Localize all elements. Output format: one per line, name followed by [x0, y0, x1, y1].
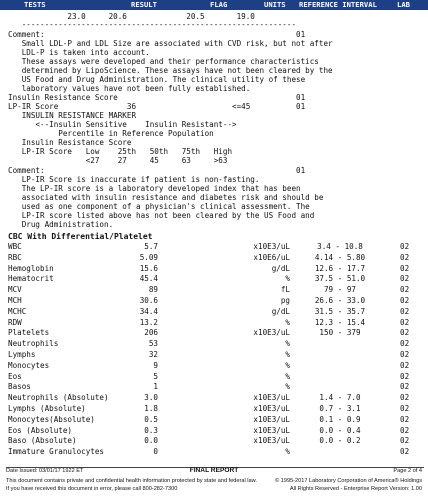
- cell-reference-interval: 0.0 - 0.2: [319, 436, 361, 446]
- cell-result: 45.4: [139, 274, 158, 284]
- cell-test-name: Platelets: [8, 328, 50, 338]
- cell-test-name: RDW: [8, 317, 22, 327]
- cell-test-name: MCH: [8, 296, 22, 305]
- cell-result: 0.0: [144, 436, 158, 446]
- comment-text: Drug Administration.: [8, 220, 114, 229]
- comment-text: LDL-P is taken into account.: [8, 48, 150, 57]
- cell-lab-code: 02: [400, 350, 410, 359]
- cell-reference-interval: 37.5 - 51.0: [314, 274, 366, 284]
- cell-test-name: Lymphs (Absolute): [8, 404, 86, 413]
- comment-text: determined by LipoScience. These assays have not been cleared by the: [8, 66, 333, 75]
- page-number: Page 2 of 4: [393, 468, 422, 474]
- comment-text: The LP-IR score is a laboratory developed index that has been: [8, 184, 301, 193]
- cell-test-name: Eos: [8, 371, 22, 381]
- cell-test-name: Hemoglobin: [8, 263, 54, 273]
- percentile-values: <27 27 45 63 >63: [8, 156, 228, 165]
- cell-units: x10E3/uL: [253, 425, 290, 435]
- cell-result: 5.7: [144, 242, 158, 251]
- cell-lab-code: 02: [400, 328, 410, 338]
- cell-result: 5.09: [139, 252, 158, 262]
- cell-reference-interval: 150 - 379: [319, 328, 361, 338]
- comment-text: used as one component of a physician's clinical assessment. The: [8, 202, 310, 211]
- comment-text: LP-IR score listed above has not been cleared by the US Food and: [8, 211, 315, 220]
- cell-units: x10E3/uL: [253, 414, 290, 424]
- cell-units: x10E3/uL: [253, 328, 290, 338]
- cell-test-name: Baso (Absolute): [8, 436, 77, 446]
- col-header-result: RESULT: [131, 0, 157, 9]
- cell-units: x10E3/uL: [253, 436, 290, 446]
- cell-lab-code: 02: [400, 425, 410, 435]
- marker-text: INSULIN RESISTANCE MARKER: [8, 111, 137, 120]
- cell-units: pg: [280, 296, 290, 305]
- cell-result: 15.6: [139, 263, 158, 273]
- cell-units: %: [285, 360, 290, 370]
- cell-result: 53: [148, 339, 158, 349]
- cell-lab-code: 02: [400, 317, 410, 327]
- cell-units: %: [285, 350, 290, 359]
- cell-lab-code: 02: [400, 360, 410, 370]
- date-issued: Date Issued: 03/01/17 1922 ET: [6, 468, 84, 474]
- lp-ir-score-row: LP-IR Score 36 <=45 01: [8, 102, 306, 111]
- cell-units: %: [285, 371, 290, 381]
- cell-lab-code: 02: [400, 371, 410, 381]
- cell-reference-interval: 79 - 97: [323, 285, 356, 295]
- cell-units: fL: [280, 285, 290, 295]
- report-line: 23.0 20.6 20.5 19.0: [8, 12, 255, 21]
- cell-test-name: RBC: [8, 252, 22, 262]
- cell-result: 5: [153, 371, 158, 381]
- marker-text: <--Insulin Sensitive Insulin Resistant-->: [8, 120, 237, 129]
- cell-reference-interval: 12.6 - 17.7: [314, 263, 366, 273]
- cell-result: 206: [144, 328, 158, 338]
- cell-reference-interval: 26.6 - 33.0: [314, 296, 366, 305]
- cell-units: %: [285, 274, 290, 284]
- cell-lab-code: 02: [400, 414, 410, 424]
- cell-units: g/dL: [271, 263, 290, 273]
- comment-label: Comment: 01: [8, 166, 306, 175]
- cell-units: %: [285, 382, 290, 392]
- cell-units: x10E3/uL: [253, 242, 290, 251]
- cell-units: x10E3/uL: [253, 393, 290, 403]
- section-title-insulin-resistance: Insulin Resistance Score 01: [8, 93, 306, 102]
- cell-reference-interval: 1.4 - 7.0: [319, 393, 361, 403]
- col-header-reference-interval: REFERENCE INTERVAL: [299, 0, 377, 9]
- cell-test-name: Neutrophils (Absolute): [8, 393, 109, 403]
- cell-test-name: Lymphs: [8, 350, 36, 359]
- comment-text: Small LDL-P and LDL Size are associated with CVD risk, but not after: [8, 39, 333, 48]
- cell-units: x10E6/uL: [253, 252, 290, 262]
- cell-lab-code: 02: [400, 263, 410, 273]
- cell-lab-code: 02: [400, 306, 410, 316]
- cell-lab-code: 02: [400, 393, 410, 403]
- cbc-section-title: CBC With Differential/Platelet: [8, 232, 153, 241]
- cell-test-name: Hematocrit: [8, 274, 54, 284]
- copyright-notice: © 1995-2017 Laboratory Corporation of America® Holdings: [275, 478, 422, 484]
- cell-reference-interval: 12.3 - 15.4: [314, 317, 366, 327]
- cell-test-name: MCHC: [8, 306, 27, 316]
- comment-text: LP-IR Score is inaccurate if patient is non-fasting.: [8, 175, 260, 184]
- cell-lab-code: 02: [400, 285, 410, 295]
- cell-test-name: MCV: [8, 285, 22, 295]
- cell-result: 30.6: [139, 296, 158, 305]
- cell-lab-code: 02: [400, 242, 410, 251]
- cell-lab-code: 02: [400, 252, 410, 262]
- confidential-notice: This document contains private and confidential health information protected by state and federal law.: [6, 478, 257, 484]
- col-header-flag: FLAG: [210, 0, 228, 9]
- cell-lab-code: 02: [400, 447, 410, 457]
- cell-lab-code: 02: [400, 404, 410, 413]
- comment-text: These assays were developed and their performance characteristics: [8, 57, 319, 66]
- comment-text: US Food and Drug Administration. The clinical utility of these: [8, 75, 306, 84]
- marker-text: Percentile in Reference Population: [8, 129, 214, 138]
- cell-reference-interval: 4.14 - 5.80: [314, 252, 366, 262]
- cell-reference-interval: 0.1 - 0.9: [319, 414, 361, 424]
- cell-units: %: [285, 447, 290, 457]
- cell-lab-code: 02: [400, 296, 410, 305]
- cell-test-name: Basos: [8, 382, 31, 392]
- cell-lab-code: 02: [400, 339, 410, 349]
- comment-label: Comment: 01: [8, 30, 306, 39]
- cell-result: 1.8: [144, 404, 158, 413]
- cell-test-name: Monocytes: [8, 360, 50, 370]
- cell-result: 32: [148, 350, 158, 359]
- cell-units: %: [285, 339, 290, 349]
- cell-test-name: Eos (Absolute): [8, 425, 73, 435]
- report-status-title: FINAL REPORT: [189, 467, 239, 474]
- col-header-units: UNITS: [264, 0, 286, 9]
- cell-result: 0.5: [144, 414, 158, 424]
- rights-notice: All Rights Reserved - Enterprise Report Version: 1.00: [289, 486, 422, 492]
- comment-text: associated with insulin resistance and diabetes risk and should be: [8, 193, 324, 202]
- cell-units: %: [285, 317, 290, 327]
- cell-reference-interval: 0.7 - 3.1: [319, 404, 361, 413]
- cell-result: 13.2: [139, 317, 158, 327]
- cell-result: 34.4: [139, 306, 158, 316]
- percentile-header: LP-IR Score Low 25th 50th 75th High: [8, 147, 233, 156]
- column-header-band: [0, 0, 428, 10]
- cell-units: g/dL: [271, 306, 290, 316]
- cell-test-name: WBC: [8, 242, 22, 251]
- col-header-tests: TESTS: [24, 0, 46, 9]
- cell-lab-code: 02: [400, 382, 410, 392]
- comment-text: laboratory values have not been fully established.: [8, 84, 251, 93]
- separator-line: ------------------------------------------------------------: [8, 20, 297, 29]
- cell-reference-interval: 0.0 - 0.4: [319, 425, 361, 435]
- cell-units: x10E3/uL: [253, 404, 290, 413]
- error-notice: If you have received this document in error, please call 800-282-7300: [6, 486, 178, 492]
- cell-lab-code: 02: [400, 436, 410, 446]
- cell-lab-code: 02: [400, 274, 410, 284]
- marker-text: Insulin Resistance Score: [8, 138, 132, 147]
- cell-result: 3.0: [144, 393, 158, 403]
- cell-reference-interval: 3.4 - 10.8: [317, 242, 363, 251]
- cell-test-name: Monocytes(Absolute): [8, 414, 95, 424]
- cell-result: 89: [148, 285, 158, 295]
- cell-test-name: Neutrophils: [8, 339, 59, 349]
- cell-test-name: Immature Granulocytes: [8, 447, 105, 457]
- col-header-lab: LAB: [397, 0, 410, 9]
- cell-result: 1: [153, 382, 158, 392]
- cell-result: 9: [153, 360, 158, 370]
- cell-result: 0: [153, 447, 158, 457]
- cell-reference-interval: 31.5 - 35.7: [314, 306, 366, 316]
- cell-result: 0.3: [144, 425, 158, 435]
